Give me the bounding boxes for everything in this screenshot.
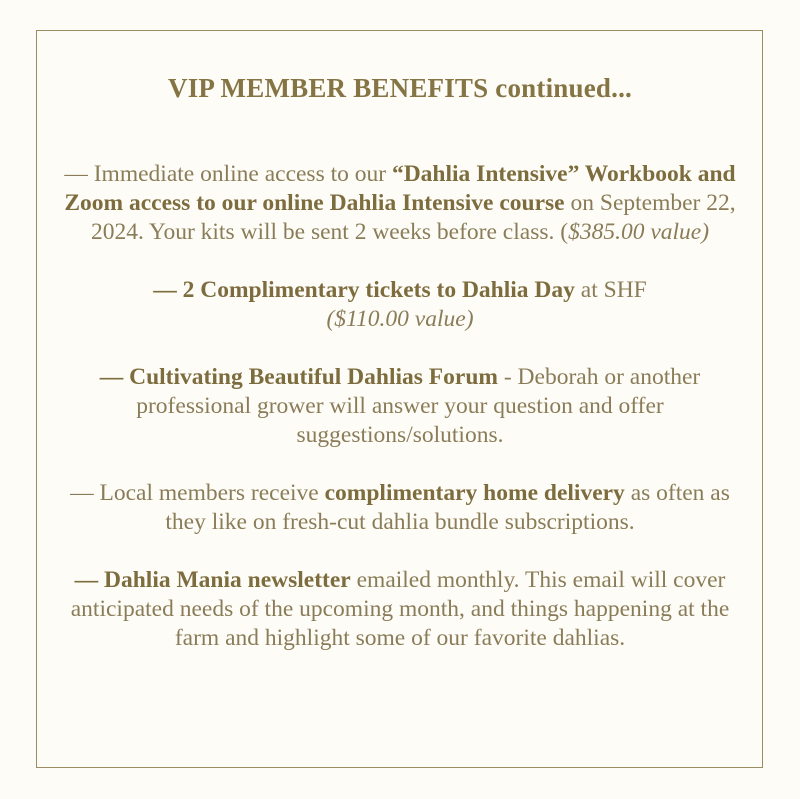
benefit-text: — Immediate online access to our bbox=[64, 161, 392, 187]
benefit-item-forum bbox=[60, 363, 740, 450]
benefit-item-dahlia-intensive bbox=[60, 160, 740, 247]
benefit-highlight: “Dahlia Intensive” Workbook and Zoom access to our online Dahlia Intensive course bbox=[64, 161, 736, 216]
benefit-item-home-delivery bbox=[60, 479, 740, 537]
benefit-highlight: — 2 Complimentary tickets to Dahlia Day bbox=[153, 277, 575, 303]
benefit-text: on September 22, 2024. Your kits will be sent 2 weeks before class. ( bbox=[90, 190, 736, 245]
benefit-text: emailed monthly. This email will cover anticipated needs of the upcoming month, and things happening at the farm and highlight some of our favorite dahlias. bbox=[70, 567, 730, 651]
benefit-text: as often as they like on fresh-cut dahlia bundle subscriptions. bbox=[165, 480, 730, 535]
benefit-item-newsletter bbox=[60, 566, 740, 653]
benefit-highlight: complimentary home delivery bbox=[324, 480, 625, 506]
benefits-list bbox=[60, 160, 740, 682]
benefit-value: ($110.00 value) bbox=[326, 306, 474, 332]
benefit-highlight: — Cultivating Beautiful Dahlias Forum bbox=[99, 364, 498, 390]
benefit-text: at SHF bbox=[574, 277, 647, 303]
benefit-highlight: — Dahlia Mania newsletter bbox=[74, 567, 351, 593]
benefit-item-dahlia-day bbox=[60, 276, 740, 334]
page-title: VIP MEMBER BENEFITS continued... bbox=[168, 73, 632, 103]
benefit-text: - Deborah or another professional grower will answer your question and offer suggestions/solutions. bbox=[136, 364, 701, 448]
benefit-value: $385.00 value) bbox=[568, 219, 710, 245]
benefit-text: — Local members receive bbox=[70, 480, 325, 506]
